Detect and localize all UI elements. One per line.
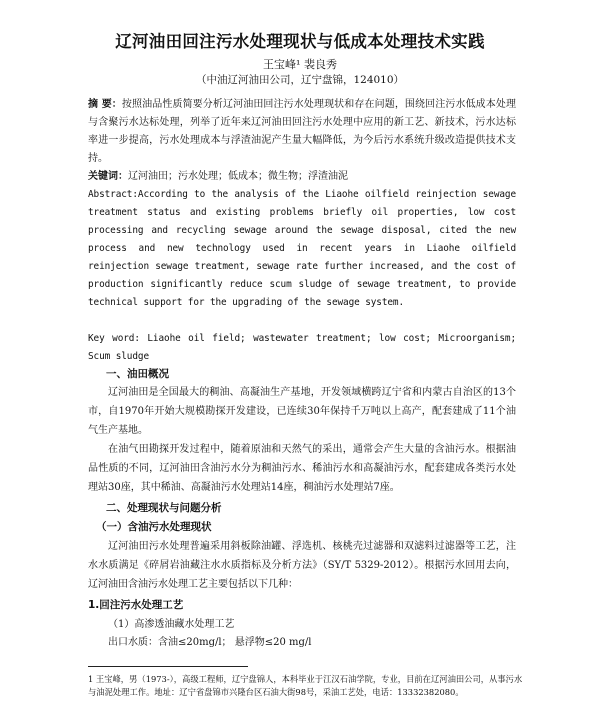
section-1-paragraph-2: 在油气田勘探开发过程中，随着原油和天然气的采出，通常会产生大量的含油污水。根据油品性质的不同，辽河油田含油污水分为稠油污水、稀油污水和高凝油污水，配套建成各类污水处理站30座，其中稀油、高凝油污水处理站14座，稠油污水处理站7座。 [88, 444, 516, 493]
abstract-cn-label: 摘 要： [88, 99, 122, 110]
water-quality-spec: 出口水质：含油≤20mg/l； 悬浮物≤20 mg/l [108, 637, 312, 648]
section-1-paragraph-1: 辽河油田是全国最大的稠油、高凝油生产基地，开发领域横跨辽宁省和内蒙古自治区的13个市，自1970年开始大规模勘探开发建设，已连续30年保持千万吨以上高产，配套建成了11个油气生产基地。 [88, 387, 516, 436]
abstract-en-text: According to the analysis of the Liaohe oilfield reinjection sewage treatment status and existing problems briefly oil properties, low cost processing and recycling sewage around the sewage disposal, cited the new process and new technology used in recent years in Liaohe oilfield reinjection sewage treatment, sewage rate further increased, and the cost of production significantly reduce scum sludge of sewage treatment, to provide technical support for the upgrading of the sewage system. [88, 189, 516, 308]
keywords-cn [88, 168, 516, 186]
paper-title: 辽河油田回注污水处理现状与低成本处理技术实践 [115, 32, 485, 51]
keywords-en-text: Liaohe oil field; wastewater treatment; low cost; Microorganism; Scum sludge [88, 333, 516, 362]
footnote-divider [88, 666, 248, 667]
abstract-en-label: Abstract: [88, 189, 138, 200]
abstract-en [88, 186, 516, 312]
subsection-heading: （一）含油污水处理现状 [96, 521, 212, 533]
section-2-heading: 二、处理现状与问题分析 [106, 502, 222, 514]
item-subheading: （1）高渗透油藏水处理工艺 [108, 619, 235, 630]
keywords-en-label: Key word: [88, 333, 140, 344]
abstract-cn [88, 96, 516, 168]
affiliation: （中油辽河油田公司，辽宁盘锦，124010） [195, 74, 405, 86]
section-2-paragraph-1: 辽河油田污水处理普遍采用斜板除油罐、浮选机、核桃壳过滤器和双滤料过滤器等工艺，注水水质满足《碎屑岩油藏注水水质指标及分析方法》（SY/T 5329-2012）。根据污水回用去向，辽河油田含油污水处理工艺主要包括以下几种： [88, 541, 516, 590]
section-1-heading: 一、油田概况 [106, 368, 169, 380]
footnote: 1 王宝峰，男（1973-），高级工程师，辽宁盘锦人，本科毕业于江汉石油学院，专业，目前在辽河油田公司，从事污水与油泥处理工作。地址：辽宁省盘锦市兴隆台区石油大街98号，采油工艺处，电话：13332382080。 [88, 674, 523, 697]
keywords-en [88, 330, 516, 366]
item-heading: 1.回注污水处理工艺 [88, 599, 184, 611]
abstract-cn-text: 按照油品性质简要分析辽河油田回注污水处理现状和存在问题，围绕回注污水低成本处理与含聚污水达标处理，列举了近年来辽河油田回注污水处理中应用的新工艺、新技术，污水达标率进一步提高，污水处理成本与浮渣油泥产生量大幅降低，为今后污水系统升级改造提供技术支持。 [88, 99, 517, 164]
keywords-cn-label: 关键词： [88, 171, 128, 182]
keywords-cn-text: 辽河油田；污水处理；低成本；微生物；浮渣油泥 [128, 171, 348, 182]
authors: 王宝峰¹ 裴良秀 [263, 58, 337, 71]
